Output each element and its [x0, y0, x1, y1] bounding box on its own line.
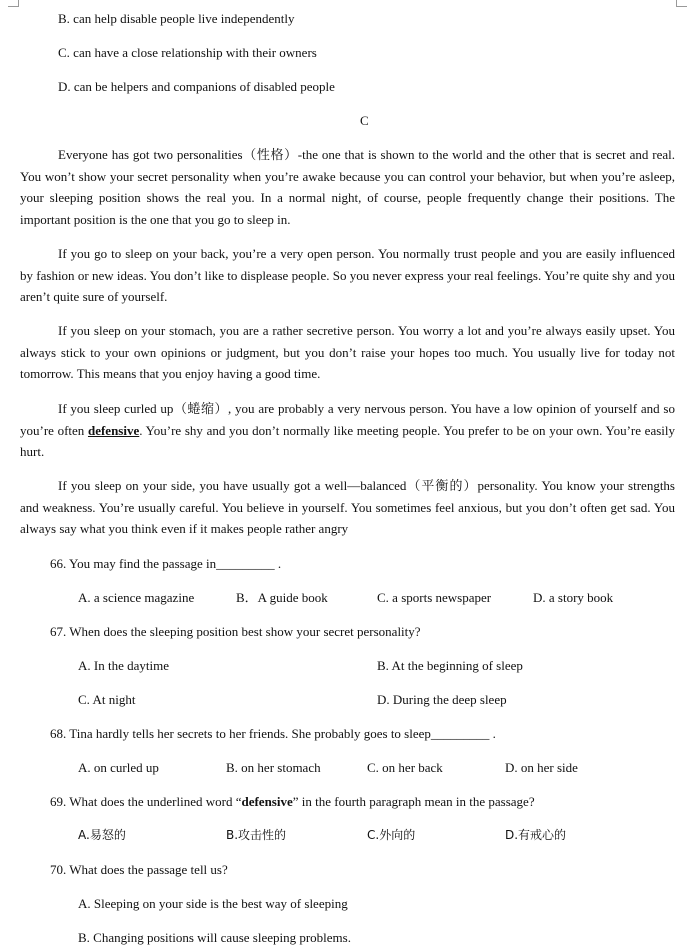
paragraph-3-text: If you sleep on your stomach, you are a rather secretive person. You worry a lot and you’re always easily upset. You always stick to your own opinions or judgment, but you don’t raise your hopes too much. You usually live for today not tomorrow. This means that you enjoy having a good time.	[20, 323, 675, 381]
q70-option-a: A. Sleeping on your side is the best way of sleeping	[78, 896, 348, 911]
passage-paragraph-5	[20, 475, 675, 540]
q69-option-b: B.攻击性的	[226, 828, 287, 842]
q69-text-start: 69. What does the underlined word “	[50, 794, 242, 809]
q66-option-a: A. a science magazine	[78, 590, 195, 605]
paragraph-4-text-end: . You’re shy and you don’t normally like meeting people. You prefer to be on your own. You’re easily hurt.	[20, 422, 675, 459]
crop-mark-top-left	[8, 0, 19, 7]
q69-option-a: A.易怒的	[78, 828, 126, 842]
q68-option-a: A. on curled up	[78, 760, 159, 775]
prev-option-b: B. can help disable people live independently	[58, 11, 295, 26]
underlined-word: defensive	[87, 422, 140, 438]
passage-paragraph-4	[20, 398, 675, 463]
paragraph-2-text: If you go to sleep on your back, you’re a very open person. You normally trust people and you are easily influenced by fashion or new ideas. You don’t like to displease people. So you never express your real feelings. You’re quite shy and you aren’t quite sure of yourself.	[20, 246, 675, 304]
paragraph-1-text: Everyone has got two personalities（性格）-the one that is shown to the world and the other that is secret and real. You won’t show your secret personality when you’re awake because you can control your behavior, but when you’re asleep, your sleeping position shows the real you. In a normal night, of course, people frequently change their positions. The important position is the one that you go to sleep in.	[20, 147, 675, 227]
q67-option-a: A. In the daytime	[78, 658, 169, 673]
q69-text-end: ” in the fourth paragraph mean in the passage?	[292, 794, 535, 809]
q68-option-c: C. on her back	[367, 760, 443, 775]
q69-option-c: C.外向的	[367, 828, 416, 842]
crop-mark-top-right	[676, 0, 687, 7]
q70-option-b: B. Changing positions will cause sleeping problems.	[78, 930, 351, 945]
q68-option-d: D. on her side	[505, 760, 578, 775]
question-66: 66. You may find the passage in_________ .	[50, 556, 282, 571]
section-label: C	[360, 113, 369, 128]
question-69	[50, 793, 535, 810]
prev-option-d: D. can be helpers and companions of disabled people	[58, 79, 335, 94]
question-68: 68. Tina hardly tells her secrets to her friends. She probably goes to sleep_________ .	[50, 726, 496, 741]
q67-option-b: B. At the beginning of sleep	[377, 658, 523, 673]
passage-paragraph-1	[20, 144, 675, 230]
q68-option-b: B. on her stomach	[226, 760, 321, 775]
q67-option-d: D. During the deep sleep	[377, 692, 507, 707]
passage-paragraph-2	[20, 243, 675, 308]
q67-option-c: C. At night	[78, 692, 136, 707]
q66-option-d: D. a story book	[533, 590, 614, 605]
passage-paragraph-3	[20, 320, 675, 385]
q66-option-c: C. a sports newspaper	[377, 590, 492, 605]
q66-option-b: B．A guide book	[236, 590, 328, 605]
q69-option-d: D.有戒心的	[505, 828, 567, 842]
paragraph-5-text: If you sleep on your side, you have usually got a well—balanced（平衡的）personality. You know your strengths and weakness. You’re usually careful. You believe in yourself. You sometimes feel anxious, but you don’t often get sad. You always say what you think even if it makes people rather angry	[20, 478, 675, 536]
prev-option-c: C. can have a close relationship with their owners	[58, 45, 317, 60]
question-70: 70. What does the passage tell us?	[50, 862, 228, 877]
paragraph-4-text-start: If you sleep curled up（蜷缩）, you are probably a very nervous person. You have a low opinion of yourself and so you’re often	[20, 401, 675, 438]
q69-bold-word: defensive	[241, 794, 293, 809]
question-67: 67. When does the sleeping position best show your secret personality?	[50, 624, 421, 639]
